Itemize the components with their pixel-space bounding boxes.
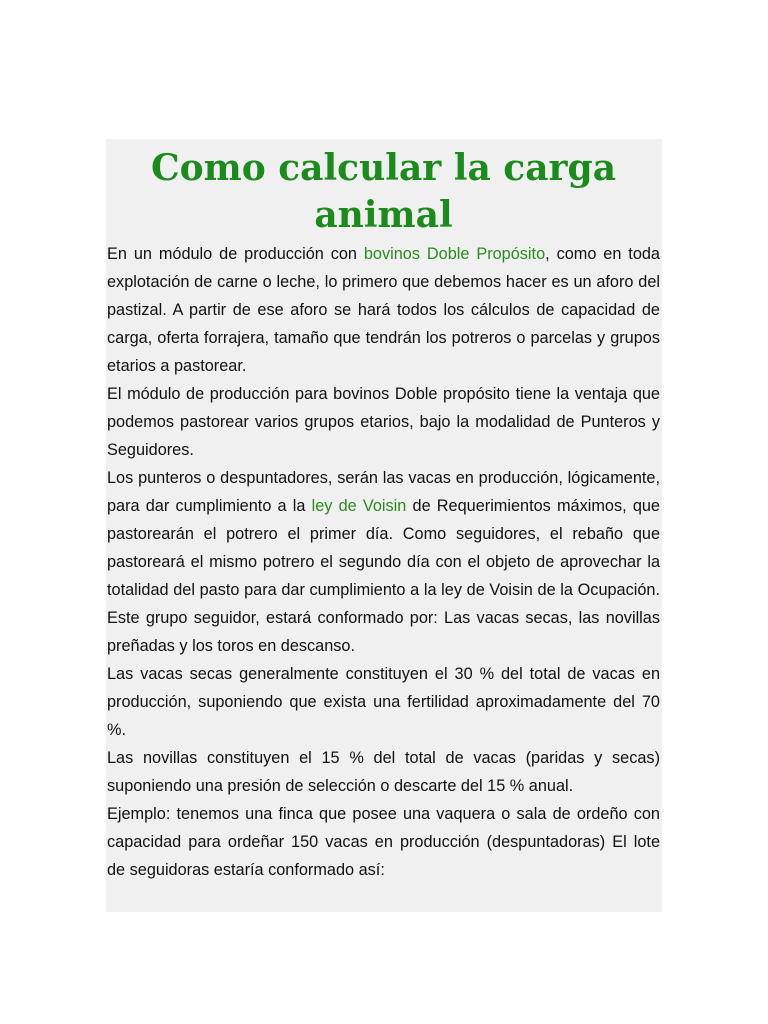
paragraph-text: , como en toda explotación de carne o leche, lo primero que debemos hacer es un aforo del pastizal. A partir de ese aforo se hará todos los cálculos de capacidad de carga, oferta forrajera, tamaño que tendrán los potreros o parcelas y grupos etarios a pastorear.: [107, 245, 660, 375]
paragraph: Ejemplo: tenemos una finca que posee una vaquera o sala de ordeño con capacidad para ordeñar 150 vacas en producción (despuntadoras) El lote de seguidoras estaría conformado así:: [107, 805, 660, 879]
paragraph-text: En un módulo de producción con: [107, 245, 364, 263]
page-title: Como calcular la carga animal: [150, 147, 617, 236]
paragraph: El módulo de producción para bovinos Doble propósito tiene la ventaja que podemos pastorear varios grupos etarios, bajo la modalidad de Punteros y Seguidores.: [107, 385, 660, 459]
paragraph: Las novillas constituyen el 15 % del total de vacas (paridas y secas) suponiendo una presión de selección o descarte del 15 % anual.: [107, 749, 660, 795]
bovinos-doble-proposito-link[interactable]: bovinos Doble Propósito: [363, 245, 546, 263]
paragraph: Las vacas secas generalmente constituyen el 30 % del total de vacas en producción, suponiendo que exista una fertilidad aproximadamente del 70 %.: [107, 665, 660, 739]
document-page: [106, 139, 662, 912]
article-body: [107, 240, 660, 884]
ley-de-voisin-link[interactable]: ley de Voisin: [311, 497, 407, 515]
paragraph-text: Los punteros o despuntadores, serán las vacas en producción, lógicamente, para dar cumplimiento a la: [107, 469, 660, 515]
paragraph: [107, 464, 660, 660]
paragraph-text: de Requerimientos máximos, que pastorearán el potrero el primer día. Como seguidores, el rebaño que pastoreará el mismo potrero el segundo día con el objeto de aprovechar la totalidad del pasto para dar cumplimiento a la ley de Voisin de la Ocupación. Este grupo seguidor, estará conformado por: Las vacas secas, las novillas preñadas y los toros en descanso.: [107, 497, 660, 655]
paragraph: [107, 240, 660, 380]
